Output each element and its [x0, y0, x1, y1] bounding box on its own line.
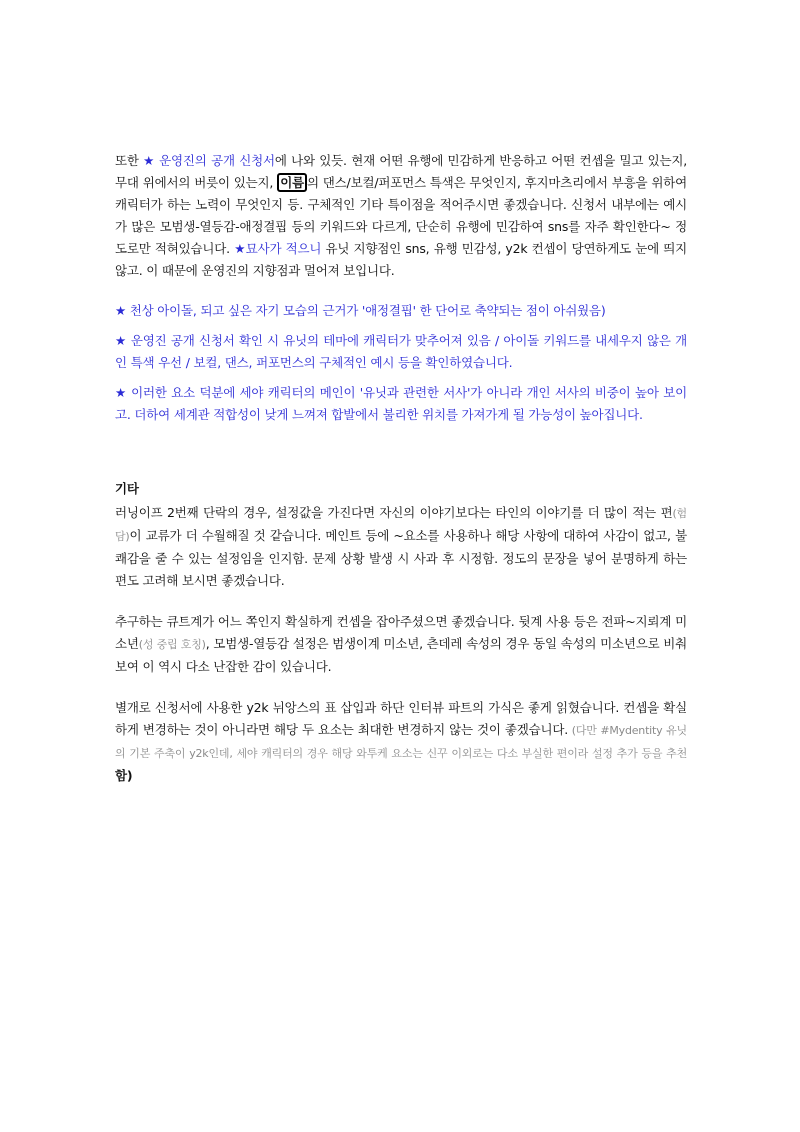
- paragraph-etc-1: [115, 502, 687, 592]
- aside-text: (험담): [115, 507, 687, 543]
- document-page: [115, 150, 687, 787]
- notes-block: [115, 300, 687, 426]
- text: 또한: [115, 153, 144, 168]
- paragraph-etc-3: [115, 697, 687, 787]
- paragraph-etc-2: [115, 611, 687, 678]
- aside-text: (성 중립 호칭): [138, 638, 206, 651]
- highlight-text: ★ 운영진의 공개 신청서: [143, 153, 275, 168]
- note-item: ★ 운영진 공개 신청서 확인 시 유닛의 테마에 캐릭터가 맞추어져 있음 / 아이돌 키워드를 내세우지 않은 개인 특색 우선 / 보컬, 댄스, 퍼포먼스의 구체적인 예시 등을 확인하였습니다.: [115, 333, 687, 370]
- text: 추구하는 큐트계가 어느 쪽인지 확실하게 컨셉을 잡아주셨으면 좋겠습니다. 뒷계 사용 등은 전파~지뢰계 미소년: [115, 614, 687, 651]
- text: 함): [115, 768, 133, 783]
- section-title: 기타: [115, 481, 139, 496]
- highlight-text: ★묘사가 적으니: [234, 241, 322, 256]
- text: 의 댄스/보컬/퍼포먼스 특색은 무엇인지, 후지마츠리에서 부흥을 위하여 캐릭터가 하는 노력이 무엇인지 등. 구체적인 기타 특이점을 적어주시면 좋겠습니다. 신청서 내부에는 예시가 많은 모범생-열등감-애정결핍 등의 키워드와 다르게, 단순히 유행에 민감하여 sns를 자주 확인한다~ 정도로만 적혀있습니다.: [115, 175, 687, 256]
- text: 러닝이프 2번째 단락의 경우, 설정값을 가진다면 자신의 이야기보다는 타인의 이야기를 더 많이 적는 편: [115, 505, 673, 520]
- text: , 모범생-열등감 설정은 범생이계 미소년, 츤데레 속성의 경우 동일 속성의 미소년으로 비춰 보여 이 역시 다소 난잡한 감이 있습니다.: [115, 636, 687, 674]
- text: 이 교류가 더 수월해질 것 같습니다. 메인트 등에 ~요소를 사용하나 해당 사항에 대하여 사감이 없고, 불쾌감을 줄 수 있는 설정임을 인지함. 문제 상황 발생 시 사과 후 시정함. 정도의 문장을 넣어 분명하게 하는 편도 고려해 보시면 좋겠습니다.: [115, 528, 687, 588]
- note-item: ★ 이러한 요소 덕분에 세야 캐릭터의 메인이 '유닛과 관련한 서사'가 아니라 개인 서사의 비중이 높아 보이고. 더하여 세계관 적합성이 낮게 느껴져 합발에서 불리한 위치를 가져가게 될 가능성이 높아집니다.: [115, 385, 687, 422]
- text: 별개로 신청서에 사용한 y2k 뉘앙스의 표 삽입과 하단 인터뷰 파트의 가식은 좋게 읽혔습니다. 컨셉을 확실하게 변경하는 것이 아니라면 해당 두 요소는 최대한 변경하지 않는 것이 좋겠습니다.: [115, 700, 687, 737]
- name-placeholder: 이름: [277, 173, 307, 192]
- text: 에 나와 있듯. 현재 어떤 유행에 민감하게 반응하고 어떤 컨셉을 밀고 있는지, 무대 위에서의 버릇이 있는지,: [115, 153, 688, 190]
- aside-text: (다만 #Mydentity 유닛의 기본 주축이 y2k인데, 세야 캐릭터의 경우 해당 와투케 요소는 신꾸 이외로는 다소 부실한 편이라 설정 추가 등을 추천: [115, 724, 687, 760]
- paragraph-main: [115, 150, 687, 282]
- text: 유닛 지향점인 sns, 유행 민감성, y2k 컨셉이 당연하게도 눈에 띄지 않고. 이 때문에 운영진의 지향점과 멀어져 보입니다.: [115, 241, 688, 278]
- note-item: ★ 천상 아이돌, 되고 싶은 자기 모습의 근거가 '애정결핍' 한 단어로 축약되는 점이 아쉬웠음): [115, 303, 606, 318]
